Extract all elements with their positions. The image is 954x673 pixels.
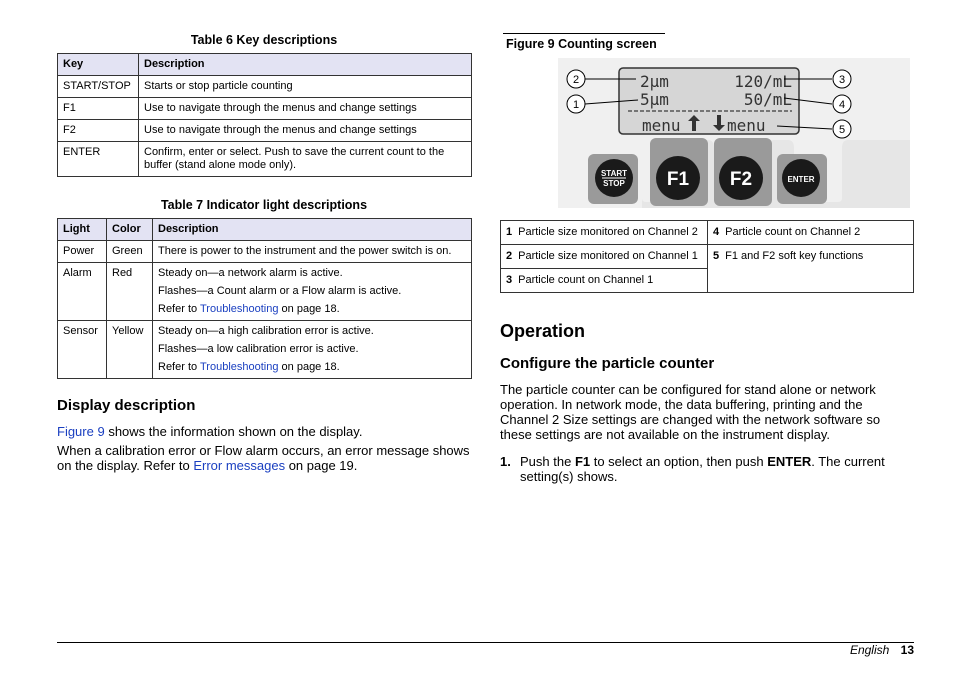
paragraph-text: on page 19. <box>285 458 358 473</box>
table-cell: Confirm, enter or select. Push to save the current count to the buffer (stand alone mode only). <box>139 142 472 177</box>
footer-rule <box>57 642 914 643</box>
lcd-soft-left: menu <box>642 116 681 135</box>
step-1 <box>500 454 914 484</box>
enter-label: ENTER <box>787 175 815 184</box>
table-header: Key <box>58 54 139 76</box>
legend-text: Particle size monitored on Channel 1 <box>518 250 698 262</box>
page-number: 13 <box>900 643 914 657</box>
table-header-row <box>58 54 472 76</box>
legend-item <box>501 269 708 293</box>
table-row <box>58 241 472 263</box>
table-cell: Starts or stop particle counting <box>139 76 472 98</box>
table7-caption: Table 7 Indicator light descriptions <box>160 198 368 212</box>
callout-number: 2 <box>572 74 580 86</box>
legend-number: 3 <box>506 274 513 286</box>
enter-key-ref: ENTER <box>767 454 812 469</box>
legend-item <box>501 221 708 245</box>
figure-caption: Figure 9 Counting screen <box>506 37 657 51</box>
table-header: Color <box>107 219 153 241</box>
legend-number: 5 <box>713 250 720 262</box>
table-cell: Use to navigate through the menus and change settings <box>139 98 472 120</box>
legend-number: 1 <box>506 226 513 238</box>
legend-text: Particle size monitored on Channel 2 <box>518 226 698 238</box>
legend-item <box>708 245 914 293</box>
table-cell: F2 <box>58 120 139 142</box>
step-text <box>520 454 914 484</box>
table-header: Description <box>153 219 472 241</box>
lcd-ch1-count: 120∕mL <box>734 72 792 91</box>
f1-key-ref: F1 <box>574 454 591 469</box>
table-cell <box>153 263 472 321</box>
lcd-soft-right: menu <box>727 116 766 135</box>
description-line: Steady on—a high calibration error is active. <box>158 325 374 337</box>
table-header: Light <box>58 219 107 241</box>
footer-language: English <box>849 643 890 657</box>
table-row <box>58 263 472 321</box>
figure-legend <box>500 220 914 293</box>
ref-prefix: Refer to <box>158 303 200 315</box>
paragraph-text: When a calibration error or Flow alarm occurs, an error message shows on the display. Refer to <box>57 443 470 473</box>
callout-number: 3 <box>838 74 846 86</box>
configure-heading: Configure the particle counter <box>500 355 715 372</box>
table-row <box>501 221 914 245</box>
table-cell: ENTER <box>58 142 139 177</box>
callout-number: 4 <box>838 99 846 111</box>
f2-label: F2 <box>729 169 753 190</box>
indicator-table <box>57 218 472 379</box>
f1-label: F1 <box>666 169 690 190</box>
troubleshooting-link[interactable]: Troubleshooting <box>200 303 279 315</box>
display-description-heading: Display description <box>57 397 196 414</box>
table-cell: Sensor <box>58 321 107 379</box>
start-label: START <box>600 169 628 178</box>
step-text-part: . The current setting(s) shows. <box>520 454 885 484</box>
operation-heading: Operation <box>500 321 586 341</box>
description-line: Flashes—a Count alarm or a Flow alarm is active. <box>158 285 402 297</box>
table-cell <box>153 321 472 379</box>
step-number: 1. <box>500 454 511 469</box>
table-cell: START/STOP <box>58 76 139 98</box>
table-row <box>58 321 472 379</box>
legend-item <box>708 221 914 245</box>
table-cell: Alarm <box>58 263 107 321</box>
reference-line <box>158 303 466 316</box>
key-table <box>57 53 472 177</box>
table6-caption: Table 6 Key descriptions <box>190 33 338 47</box>
reference-line <box>158 361 466 374</box>
legend-item <box>501 245 708 269</box>
legend-text: F1 and F2 soft key functions <box>725 250 864 262</box>
lcd-ch2-size: 5µm <box>640 90 669 109</box>
step-text-part: to select an option, then push <box>590 454 768 469</box>
table-header: Description <box>139 54 472 76</box>
table-row <box>501 245 914 269</box>
operation-paragraph: The particle counter can be configured for stand alone or network operation. In network mode, the data buffering, printing and the Channel 2 Size settings are changed with the network software so these settings are not available on the instrument display. <box>500 382 881 442</box>
table-row <box>58 76 472 98</box>
ref-prefix: Refer to <box>158 361 200 373</box>
table-row <box>58 142 472 177</box>
table-cell: F1 <box>58 98 139 120</box>
table-row <box>58 120 472 142</box>
lcd-ch1-size: 2µm <box>640 72 669 91</box>
legend-number: 2 <box>506 250 513 262</box>
table-cell: Red <box>107 263 153 321</box>
callout-number: 1 <box>572 99 580 111</box>
figure-9-link[interactable]: Figure 9 <box>57 424 105 439</box>
lcd-ch2-count: 50∕mL <box>743 90 792 109</box>
description-line: Steady on—a network alarm is active. <box>158 267 343 279</box>
table-cell <box>153 241 472 263</box>
troubleshooting-link[interactable]: Troubleshooting <box>200 361 279 373</box>
legend-number: 4 <box>713 226 720 238</box>
figure-rule <box>503 33 665 34</box>
stop-label: STOP <box>603 179 625 188</box>
footer <box>850 643 914 657</box>
legend-text: Particle count on Channel 2 <box>725 226 861 238</box>
table-cell: Use to navigate through the menus and change settings <box>139 120 472 142</box>
ref-suffix: on page 18. <box>278 361 340 373</box>
legend-text: Particle count on Channel 1 <box>518 274 654 286</box>
paragraph-text: shows the information shown on the display. <box>104 424 363 439</box>
ref-suffix: on page 18. <box>278 303 340 315</box>
callout-number: 5 <box>838 124 846 136</box>
table-cell: Green <box>107 241 153 263</box>
table-cell: Yellow <box>107 321 153 379</box>
table-cell: Power <box>58 241 107 263</box>
display-paragraph-2 <box>57 443 472 473</box>
table-row <box>58 98 472 120</box>
description-line: There is power to the instrument and the power switch is on. <box>158 245 452 257</box>
step-text-part: Push the <box>520 454 575 469</box>
table-header-row <box>58 219 472 241</box>
display-paragraph-1 <box>57 424 472 439</box>
counting-screen-figure <box>558 58 910 208</box>
description-line: Flashes—a low calibration error is active. <box>158 343 359 355</box>
error-messages-link[interactable]: Error messages <box>193 458 286 473</box>
